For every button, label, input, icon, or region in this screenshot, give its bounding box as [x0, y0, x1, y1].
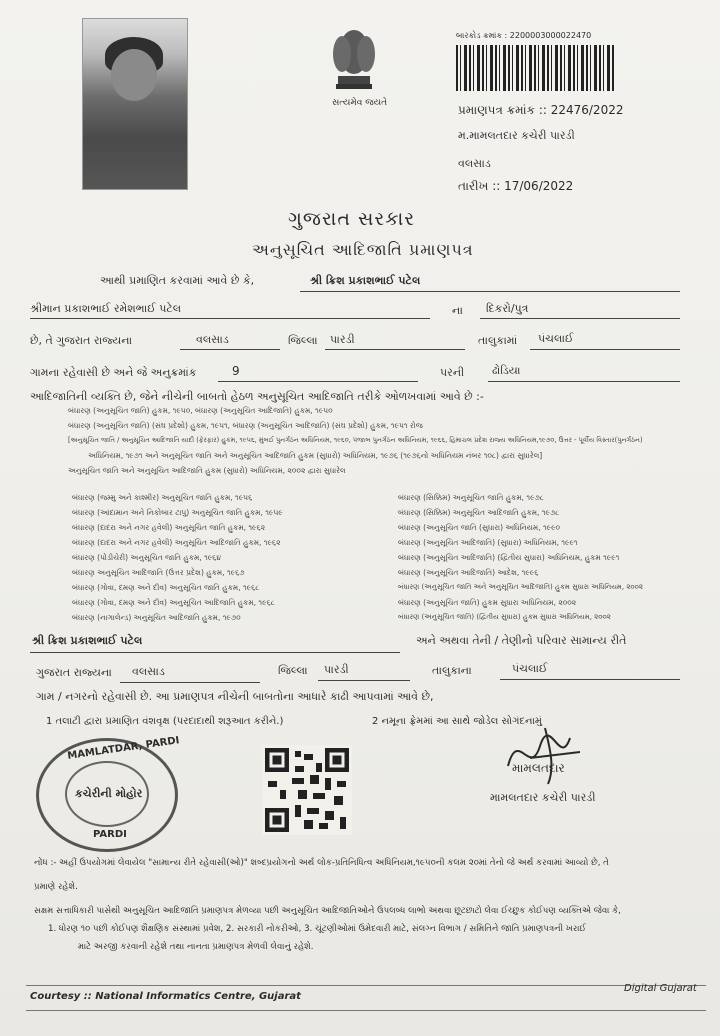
lower-jilla: જિલ્લા: [278, 664, 308, 677]
certificate-number: પ્રમાણપત્ર ક્રમાંક :: 22476/2022: [458, 103, 624, 117]
acts-left-2: બંધારણ (આંદામાન અને નિકોબાર ટાપુ) અનુસૂચિત જાતિ હુકમ, ૧૯૫૯: [72, 508, 283, 517]
basis-2: 2 નમૂના ફ્રેમમાં આ સાથે જોડેલ સોગંદનામું: [372, 716, 542, 727]
issue-date: તારીખ :: 17/06/2022: [458, 179, 574, 193]
acts-left-1: બંધારણ (જમ્મુ અને કાશ્મીર) અનુસૂચિત જાતિ હુકમ, ૧૯૫૬: [72, 493, 253, 502]
acts-left-8: બંધારણ (ગોવા, દમણ અને દીવ) અનુસૂચિત આદિજાતિ હુકમ, ૧૯૬૮: [72, 598, 275, 607]
acts-left-5: બંધારણ (પોંડીચેરી) અનુસૂચિત જાતિ હુકમ, ૧૯૬૪: [72, 553, 222, 562]
state-text: ગુજરાત રાજ્યના: [36, 666, 112, 679]
signatory-office: મામલતદાર કચેરી પારડી: [490, 791, 596, 804]
certify-prefix: આથી પ્રમાણિત કરવામાં આવે છે કે,: [100, 274, 255, 287]
signature-scribble: [500, 718, 590, 788]
acts-right-4: બંધારણ (અનુસૂચિત આદિજાતિ) (સુધારા) અધિનિયમ, ૧૯૯૧: [398, 538, 578, 547]
district-value: વલસાડ: [196, 333, 229, 346]
signatory-role: મામલતદાર: [512, 761, 565, 775]
acts-top-1: બંધારણ (અનુસૂચિત જાતિ) હુકમ, ૧૯૫૦, બંધારણ (અનુસૂચિત આદિજાતિ) હુકમ, ૧૯૫૦: [68, 406, 333, 415]
relation-na: ના: [452, 304, 463, 317]
acts-right-1: બંધારણ (સિક્કિમ) અનુસૂચિત જાતિ હુકમ, ૧૯૭૮: [398, 493, 544, 502]
acts-right-9: બંધારણ (અનુસૂચિત જાતિ) (દ્વિતીય સુધારા) હુકમ સુધારા અધિનિયમ, ૨૦૦૨: [398, 613, 611, 621]
taluka-label: તાલુકામાં: [478, 334, 518, 347]
acts-top-3: [અનુસૂચિત જાતિ / અનુસૂચિત આદિજાતિ યાદી (ફેરફાર) હુકમ, ૧૯૫૬, મુંબઈ પુનર્ગઠન અધિનિયમ, ૧૯૬૦, પંજાબ પુનર્ગઠન અધિનિયમ, ૧૯૬૬, હિમાચલ પ્રદેશ રાજ્ય અધિનિયમ,૧૯૭૦, ઉત્તર - પૂર્વીય વિસ્તાર(પુનર્ગઠન): [68, 436, 643, 444]
footer-digital-gujarat: Digital Gujarat: [624, 983, 697, 994]
footer-courtesy: Courtesy :: National Informatics Centre, Gujarat: [30, 991, 301, 1002]
basis-1: 1 તલાટી દ્વારા પ્રમાણિત વંશવૃક્ષ (પરદાદાથી શરૂઆત કરીને.): [46, 716, 284, 727]
acts-right-3: બંધારણ (અનુસૂચિત જાતિ (સુધારા) અધિનિયમ, ૧૯૯૦: [398, 523, 561, 532]
qr-code: [262, 745, 352, 835]
family-text: અને અથવા તેની / તેણીનો પરિવાર સામાન્ય રીતે: [416, 634, 627, 647]
tribe-mid: પરની: [440, 366, 465, 379]
village-value: પંચલાઈ: [538, 332, 574, 345]
tribe-statement: આદિજાતિની વ્યક્તિ છે, જેને નીચેની બાબતો હેઠળ અનુસૂચિત આદિજાતિ તરીકે ઓળખવામાં આવે છે :-: [30, 390, 484, 403]
note-4: માટે અરજી કરવાની રહેશે તથા નાનતા પ્રમાણપત્ર મેળવી લેવાનું રહેશે.: [78, 942, 314, 952]
lower-district: વલસાડ: [132, 665, 165, 678]
acts-left-7: બંધારણ (ગોવા, દમણ અને દીવ) અનુસૂચિત જાતિ હુકમ, ૧૯૬૮: [72, 583, 260, 592]
seal-bottom-text: PARDI: [93, 829, 127, 840]
jilla-label: જિલ્લા: [288, 334, 318, 347]
barcode-number: બારકોડ ક્રમાંક : 2200003000022470: [456, 31, 592, 40]
ashoka-emblem-icon: [318, 18, 390, 110]
seal-top-text: MAMLATDAR, PARDI: [66, 735, 181, 762]
tribe-value: ઢોડિયા: [492, 364, 521, 377]
acts-left-9: બંધારણ (નાગાલેન્ડ) અનુસૂચિત આદિજાતિ હુકમ, ૧૯૭૦: [72, 613, 241, 622]
acts-right-7: બંધારણ (અનુસૂચિત જાતિ અને અનુસૂચિત આદિજાતિ) હુકમ સુધારા અધિનિયમ, ૨૦૦૨: [398, 583, 643, 591]
relation: દિકરો/પુત્ર: [486, 302, 529, 315]
holder-name: શ્રી ક્રિશ પ્રકાશભાઈ પટેલ: [310, 274, 421, 287]
holder-name-repeat: શ્રી ક્રિશ પ્રકાશભાઈ પટેલ: [32, 634, 143, 647]
photo-face: [111, 49, 157, 101]
seal-center-text: કચેરીની મોહોર: [75, 787, 143, 800]
acts-top-5: અનુસૂચિત જાતિ અને અનુસૂચિત આદિજાતિ હુકમ (સુધારો) અધિનિયમ, ૨૦૦૨ દ્વારા સુધારેલ: [68, 466, 346, 475]
acts-right-8: બંધારણ (અનુસૂચિત જાતિ) હુકમ સુધારા અધિનિયમ, ૨૦૦૨: [398, 598, 577, 607]
acts-top-4: અધિનિયમ, ૧૯૭૧ અને અનુસૂચિત જાતિ અને અનુસૂચિત આદિજાતિ હુકમ (સુધારો) અધિનિયમ, ૧૯૭૬ (૧૯૭૬નો અધિનિયમ નંબર ૧૦૮) દ્વારા સુધારેલ]: [88, 451, 543, 460]
acts-left-4: બંધારણ (દાદરા અને નગર હવેલી) અનુસૂચિત આદિજાતિ હુકમ, ૧૯૬૨: [72, 538, 281, 547]
applicant-photo: [82, 18, 188, 190]
lower-taluka-label: તાલુકાના: [432, 664, 472, 677]
acts-top-2: બંધારણ (અનુસૂચિત જાતિ) (સંઘ પ્રદેશો) હુકમ, ૧૯૫૧, બંધારણ (અનુસૂચિત આદિજાતિ) (સંઘ પ્રદેશો) હુકમ, ૧૯૫૧ રોજ: [68, 421, 423, 430]
note-2: સક્ષમ સત્તાધિકારી પાસેથી અનુસૂચિત આદિજાતિ પ્રમાણપત્ર મેળવ્યા પછી અનુસૂચિત આદિજાતિઓને ઉપલબ્ધ લાભો અથવા છૂટછાટો લેવા ઈચ્છુક કોઈપણ વ્યક્તિએ જેવા કે,: [34, 906, 621, 916]
taluka-value: પારડી: [330, 333, 355, 346]
government-title: ગુજરાત સરકાર: [288, 208, 416, 230]
father-name: શ્રીમાન પ્રકાશભાઈ રમેશભાઈ પટેલ: [30, 302, 182, 315]
header-district: વલસાડ: [458, 157, 491, 170]
lower-village: પંચલાઈ: [512, 662, 548, 675]
residence-text: ગામ / નગરનો રહેવાસી છે. આ પ્રમાણપત્ર નીચેની બાબતોના આધારે કાઢી આપવામાં આવે છે,: [36, 690, 434, 703]
note-1: નોંધ :- અહીં ઉપયોગમાં લેવાયેલ "સામાન્ય રીતે રહેવાસી(ઓ)" શબ્દપ્રયોગનો અર્થ લોક-પ્રતિનિધિત્વ અધિનિયમ,૧૯૫૦ની કલમ ૨૦માં તેનો જે અર્થ કરવામાં આવ્યો છે, તે: [34, 858, 609, 868]
acts-left-3: બંધારણ (દાદરા અને નગર હવેલી) અનુસૂચિત જાતિ હુકમ, ૧૯૬૨: [72, 523, 266, 532]
lower-taluka: પારડી: [324, 663, 349, 676]
issuing-office: મ.મામલતદાર કચેરી પારડી: [458, 129, 575, 142]
acts-right-2: બંધારણ (સિક્કિમ) અનુસૂચિત આદિજાતિ હુકમ, ૧૯૭૮: [398, 508, 560, 517]
emblem-caption: સત્યમેવ જયતે: [332, 98, 388, 108]
barcode: [456, 45, 614, 91]
resident-prefix: ગામના રહેવાસી છે અને જે અનુક્રમાંક: [30, 366, 197, 379]
note-1b: પ્રમાણે રહેશે.: [34, 882, 78, 892]
serial-number: 9: [232, 364, 240, 378]
acts-left-6: બંધારણ અનુસૂચિત આદિજાતિ (ઉત્તર પ્રદેશ) હુકમ, ૧૯૬૭: [72, 568, 245, 577]
note-3: 1. ધોરણ ૧૦ પછી કોઈપણ શૈક્ષણિક સંસ્થામાં પ્રવેશ, 2. સરકારી નોકરીઓ, 3. ચૂંટણીઓમાં ઉમેદવારી માટે, સંલગ્ન વિભાગ / સમિતિને જાતિ પ્રમાણપત્રની ખરાઈ: [48, 924, 587, 934]
acts-right-6: બંધારણ (અનુસૂચિત આદિજાતિ) આદેશ, ૧૯૯૬: [398, 568, 539, 577]
office-seal: [36, 735, 181, 852]
certificate-title: અનુસૂચિત આદિજાતિ પ્રમાણપત્ર: [252, 240, 474, 259]
acts-right-5: બંધારણ (અનુસૂચિત આદિજાતિ) (દ્વિતીય સુધારા) અધિનિયમ, હુકમ ૧૯૯૧: [398, 553, 620, 562]
state-prefix: છે, તે ગુજરાત રાજ્યના: [30, 334, 133, 347]
